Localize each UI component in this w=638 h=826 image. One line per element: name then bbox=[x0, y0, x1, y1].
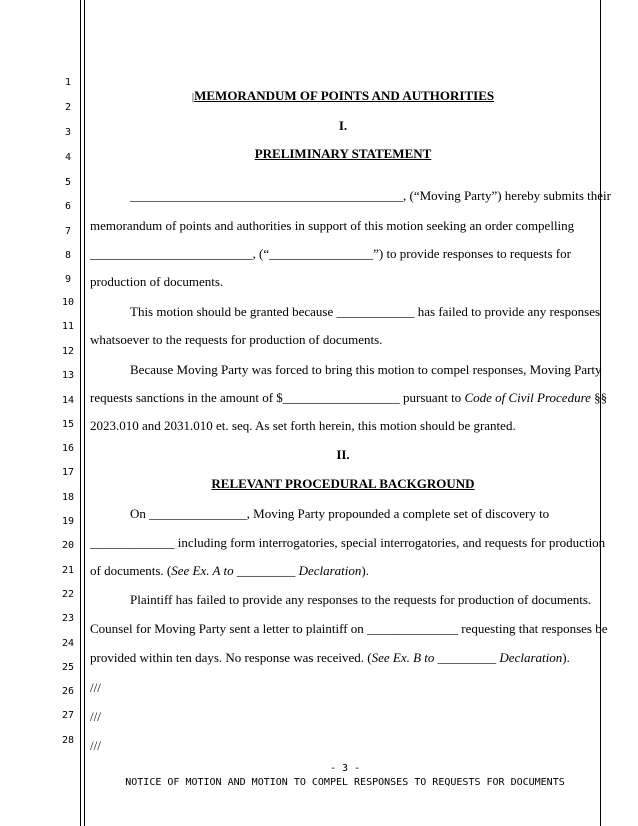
section-numeral: II. bbox=[336, 447, 350, 462]
exhibit-citation: Declaration bbox=[499, 650, 563, 665]
line-number: 13 bbox=[61, 370, 75, 381]
line-number: 27 bbox=[61, 710, 75, 721]
line-number: 24 bbox=[61, 638, 75, 649]
line-number: 18 bbox=[61, 492, 75, 503]
line-number: 8 bbox=[64, 250, 72, 261]
continuation-slashes: /// bbox=[90, 709, 101, 724]
body-text: ). bbox=[562, 650, 570, 665]
body-line bbox=[90, 563, 369, 579]
section-heading: RELEVANT PROCEDURAL BACKGROUND bbox=[211, 476, 475, 491]
left-margin-rule-inner bbox=[84, 0, 85, 826]
body-text: of documents. ( bbox=[90, 563, 172, 578]
line-number: 3 bbox=[64, 127, 72, 138]
line-number: 14 bbox=[61, 395, 75, 406]
memorandum-title-text: MEMORANDUM OF POINTS AND AUTHORITIES bbox=[194, 88, 495, 103]
memorandum-title bbox=[90, 88, 596, 105]
left-margin-rule-outer bbox=[80, 0, 81, 826]
line-number: 7 bbox=[64, 226, 72, 237]
body-text: provided within ten days. No response was received. ( bbox=[90, 650, 372, 665]
body-text: requests sanctions in the amount of $__________________ pursuant to bbox=[90, 390, 465, 405]
continuation-slashes: /// bbox=[90, 680, 101, 695]
line-number: 4 bbox=[64, 152, 72, 163]
body-text: §§ bbox=[590, 390, 608, 405]
line-number: 12 bbox=[61, 346, 75, 357]
line-number: 26 bbox=[61, 686, 75, 697]
line-number: 15 bbox=[61, 419, 75, 430]
line-number: 21 bbox=[61, 565, 75, 576]
body-line: memorandum of points and authorities in support of this motion seeking an order compelling bbox=[90, 218, 575, 233]
body-line: Because Moving Party was forced to bring this motion to compel responses, Moving Party bbox=[130, 362, 602, 377]
line-number: 6 bbox=[64, 201, 72, 212]
body-line: _____________ including form interrogatories, special interrogatories, and requests for production bbox=[90, 535, 606, 550]
body-line: This motion should be granted because ____________ has failed to provide any responses bbox=[130, 304, 601, 319]
statute-citation: Code of Civil Procedure bbox=[464, 390, 591, 405]
line-number: 25 bbox=[61, 662, 75, 673]
body-line: On _______________, Moving Party propounded a complete set of discovery to bbox=[130, 506, 550, 521]
line-number: 23 bbox=[61, 613, 75, 624]
footer-title: NOTICE OF MOTION AND MOTION TO COMPEL RESPONSES TO REQUESTS FOR DOCUMENTS bbox=[125, 777, 565, 788]
right-margin-rule bbox=[600, 0, 601, 826]
line-number: 16 bbox=[61, 443, 75, 454]
body-line: whatsoever to the requests for production of documents. bbox=[90, 332, 383, 347]
exhibit-citation: Declaration bbox=[298, 563, 362, 578]
line-number: 9 bbox=[64, 274, 72, 285]
body-line: __________________________________________, (“Moving Party”) hereby submits their bbox=[130, 188, 611, 203]
body-line bbox=[90, 390, 607, 406]
line-number: 2 bbox=[64, 102, 72, 113]
body-line: Plaintiff has failed to provide any responses to the requests for production of documents. bbox=[130, 592, 592, 607]
line-number: 5 bbox=[64, 177, 72, 188]
line-number: 19 bbox=[61, 516, 75, 527]
exhibit-citation: See Ex. B to bbox=[371, 650, 435, 665]
exhibit-citation: See Ex. A to bbox=[171, 563, 234, 578]
line-number: 11 bbox=[61, 321, 75, 332]
blank-field: _________ bbox=[434, 650, 500, 665]
section-numeral: I. bbox=[338, 118, 348, 133]
line-number: 10 bbox=[61, 297, 75, 308]
blank-field: _________ bbox=[233, 563, 299, 578]
line-number: 20 bbox=[61, 540, 75, 551]
heading-marker: | bbox=[191, 91, 195, 103]
body-line: 2023.010 and 2031.010 et. seq. As set forth herein, this motion should be granted. bbox=[90, 418, 516, 433]
page-number: - 3 - bbox=[329, 763, 361, 774]
body-line: Counsel for Moving Party sent a letter to plaintiff on ______________ requesting that responses be bbox=[90, 621, 608, 636]
line-number: 28 bbox=[61, 735, 75, 746]
line-number: 1 bbox=[64, 77, 72, 88]
body-line bbox=[90, 650, 570, 666]
line-number: 22 bbox=[61, 589, 75, 600]
body-text: ). bbox=[361, 563, 369, 578]
line-number: 17 bbox=[61, 467, 75, 478]
body-line: _________________________, (“________________”) to provide responses to requests for bbox=[90, 246, 571, 261]
section-heading: PRELIMINARY STATEMENT bbox=[254, 146, 432, 161]
body-line: production of documents. bbox=[90, 274, 224, 289]
continuation-slashes: /// bbox=[90, 738, 101, 753]
